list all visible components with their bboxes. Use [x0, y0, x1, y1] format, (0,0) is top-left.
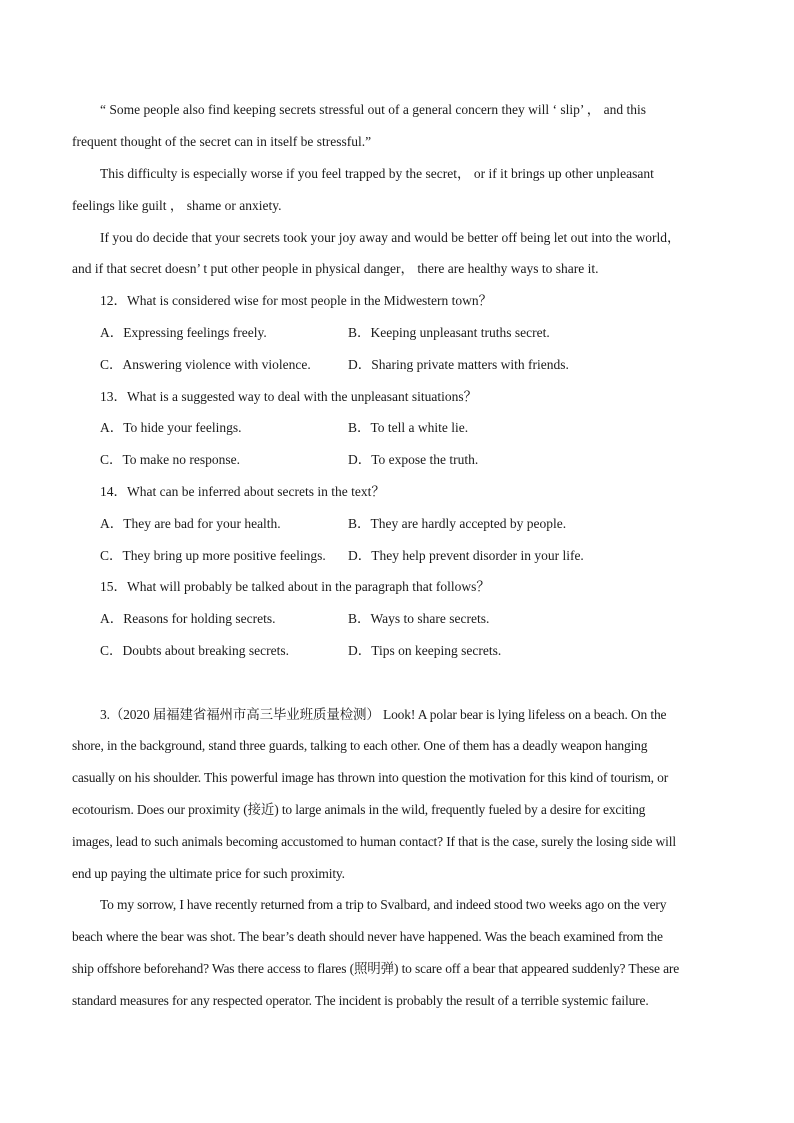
question-stem: 13．What is a suggested way to deal with the unpleasant situations？: [100, 389, 478, 404]
passage-line: and if that secret doesn’ t put other people in physical danger， there are healthy ways to share it.: [72, 261, 599, 276]
option-c: C．Answering violence with violence.: [100, 357, 311, 372]
passage-line: beach where the bear was shot. The bear’s death should never have happened. Was the beach examined from the: [72, 929, 663, 944]
option-a: A．They are bad for your health.: [100, 516, 281, 531]
question-stem: 12．What is considered wise for most people in the Midwestern town？: [100, 293, 493, 308]
passage-line: frequent thought of the secret can in itself be stressful.”: [72, 134, 372, 149]
passage-heading-line: 3.（2020 届福建省福州市高三毕业班质量检测） Look! A polar bear is lying lifeless on a beach. On the: [100, 707, 667, 722]
question-stem: 14．What can be inferred about secrets in the text？: [100, 484, 385, 499]
option-a: A．To hide your feelings.: [100, 420, 242, 435]
option-c: C．To make no response.: [100, 452, 241, 467]
passage-line: ecotourism. Does our proximity (接近) to large animals in the wild, frequently fueled by a desire for exciting: [72, 802, 646, 817]
passage-line: shore, in the background, stand three guards, talking to each other. One of them has a deadly weapon hanging: [72, 738, 648, 753]
passage-line: ship offshore beforehand? Was there access to flares (照明弹) to scare off a bear that appeared suddenly? These are: [72, 961, 680, 976]
option-d: D．Tips on keeping secrets.: [348, 643, 502, 658]
passage-line: This difficulty is especially worse if you feel trapped by the secret， or if it brings up other unpleasant: [100, 166, 654, 181]
option-b: B．They are hardly accepted by people.: [348, 516, 567, 531]
passage-line: If you do decide that your secrets took your joy away and would be better off being let out into the world，: [100, 230, 681, 245]
option-d: D．Sharing private matters with friends.: [348, 357, 569, 372]
passage-line: end up paying the ultimate price for such proximity.: [72, 866, 345, 881]
option-b: B．Keeping unpleasant truths secret.: [348, 325, 550, 340]
option-a: A．Expressing feelings freely.: [100, 325, 267, 340]
question-stem: 15．What will probably be talked about in the paragraph that follows？: [100, 579, 490, 594]
option-a: A．Reasons for holding secrets.: [100, 611, 276, 626]
option-d: D．To expose the truth.: [348, 452, 479, 467]
passage-line: standard measures for any respected operator. The incident is probably the result of a terrible systemic failure.: [72, 993, 649, 1008]
passage-line: To my sorrow, I have recently returned from a trip to Svalbard, and indeed stood two weeks ago on the very: [100, 897, 667, 912]
passage-line: images, lead to such animals becoming accustomed to human contact? If that is the case, surely the losing side will: [72, 834, 676, 849]
passage-line: casually on his shoulder. This powerful image has thrown into question the motivation for this kind of tourism, or: [72, 770, 669, 785]
option-b: B．To tell a white lie.: [348, 420, 469, 435]
passage-line: “ Some people also find keeping secrets stressful out of a general concern they will ‘ slip’ ， and this: [100, 102, 646, 117]
passage-line: feelings like guilt ， shame or anxiety.: [72, 198, 282, 213]
option-c: C．They bring up more positive feelings.: [100, 548, 326, 563]
option-c: C．Doubts about breaking secrets.: [100, 643, 289, 658]
option-b: B．Ways to share secrets.: [348, 611, 490, 626]
option-d: D．They help prevent disorder in your life.: [348, 548, 584, 563]
